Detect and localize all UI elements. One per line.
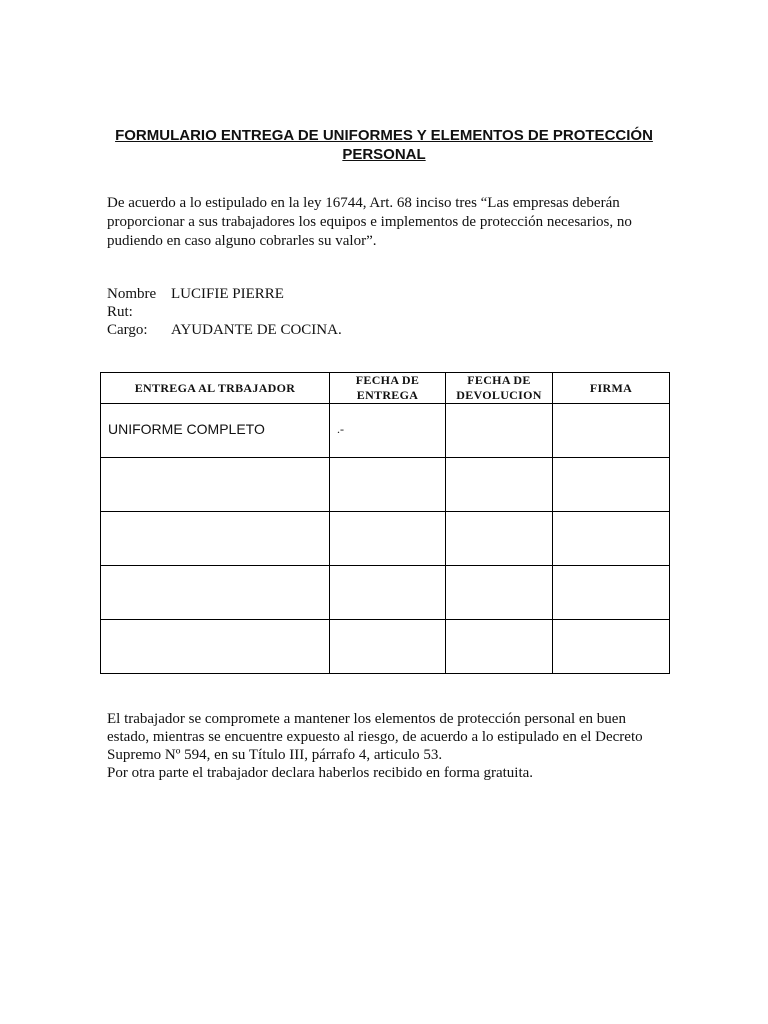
table-row <box>101 458 670 512</box>
form-title-line-1: FORMULARIO ENTREGA DE UNIFORMES Y ELEMENTOS DE PROTECCIÓN <box>115 127 653 144</box>
table-cell <box>330 566 446 620</box>
cargo-value: AYUDANTE DE COCINA. <box>171 322 342 338</box>
closing-line-2: Por otra parte el trabajador declara haberlos recibido en forma gratuita. <box>107 765 534 781</box>
table-cell <box>553 512 670 566</box>
table-cell <box>101 566 330 620</box>
nombre-label: Nombre <box>107 286 157 302</box>
cargo-row <box>107 321 342 339</box>
delivery-table <box>100 372 670 674</box>
header-fecha-devolucion: FECHA DE DEVOLUCION <box>446 373 553 404</box>
table-cell <box>446 566 553 620</box>
form-title-line-2: PERSONAL <box>342 146 426 163</box>
table-cell <box>101 620 330 674</box>
nombre-value: LUCIFIE PIERRE <box>171 286 284 302</box>
nombre-row <box>107 285 284 303</box>
table-cell <box>446 512 553 566</box>
header-firma: FIRMA <box>553 373 670 404</box>
table-row <box>101 566 670 620</box>
table-cell <box>553 404 670 458</box>
table-row <box>101 512 670 566</box>
table-cell <box>101 458 330 512</box>
header-entrega: ENTREGA AL TRBAJADOR <box>101 373 330 404</box>
header-fecha-entrega: FECHA DE ENTREGA <box>330 373 446 404</box>
table-row <box>101 404 670 458</box>
table-cell <box>446 404 553 458</box>
cargo-label: Cargo: <box>107 322 148 338</box>
table-cell <box>553 620 670 674</box>
table-cell <box>101 404 330 458</box>
table-cell <box>330 620 446 674</box>
rut-label: Rut: <box>107 304 133 320</box>
table-cell <box>330 404 446 458</box>
delivery-date: .- <box>337 422 344 436</box>
rut-row <box>107 303 171 321</box>
table-cell <box>446 620 553 674</box>
table-cell <box>553 458 670 512</box>
form-title <box>100 126 668 164</box>
table-cell <box>330 512 446 566</box>
table-cell <box>446 458 553 512</box>
table-cell <box>330 458 446 512</box>
item-name: UNIFORME COMPLETO <box>108 421 265 437</box>
closing-section <box>107 710 667 782</box>
closing-paragraph: El trabajador se compromete a mantener los elementos de protección personal en buen estado, mientras se encuentre expuesto al riesgo, de acuerdo a lo estipulado en el Decreto Supremo Nº 594, en su Título III, párrafo 4, articulo 53. <box>107 711 643 763</box>
intro-paragraph: De acuerdo a lo estipulado en la ley 16744, Art. 68 inciso tres “Las empresas deberán proporcionar a sus trabajadores los equipos e implementos de protección necesarios, no pudiendo en caso alguno cobrarles su valor”. <box>107 195 632 249</box>
table-cell <box>101 512 330 566</box>
table-row <box>101 620 670 674</box>
table-cell <box>553 566 670 620</box>
table-header-row <box>101 373 670 404</box>
